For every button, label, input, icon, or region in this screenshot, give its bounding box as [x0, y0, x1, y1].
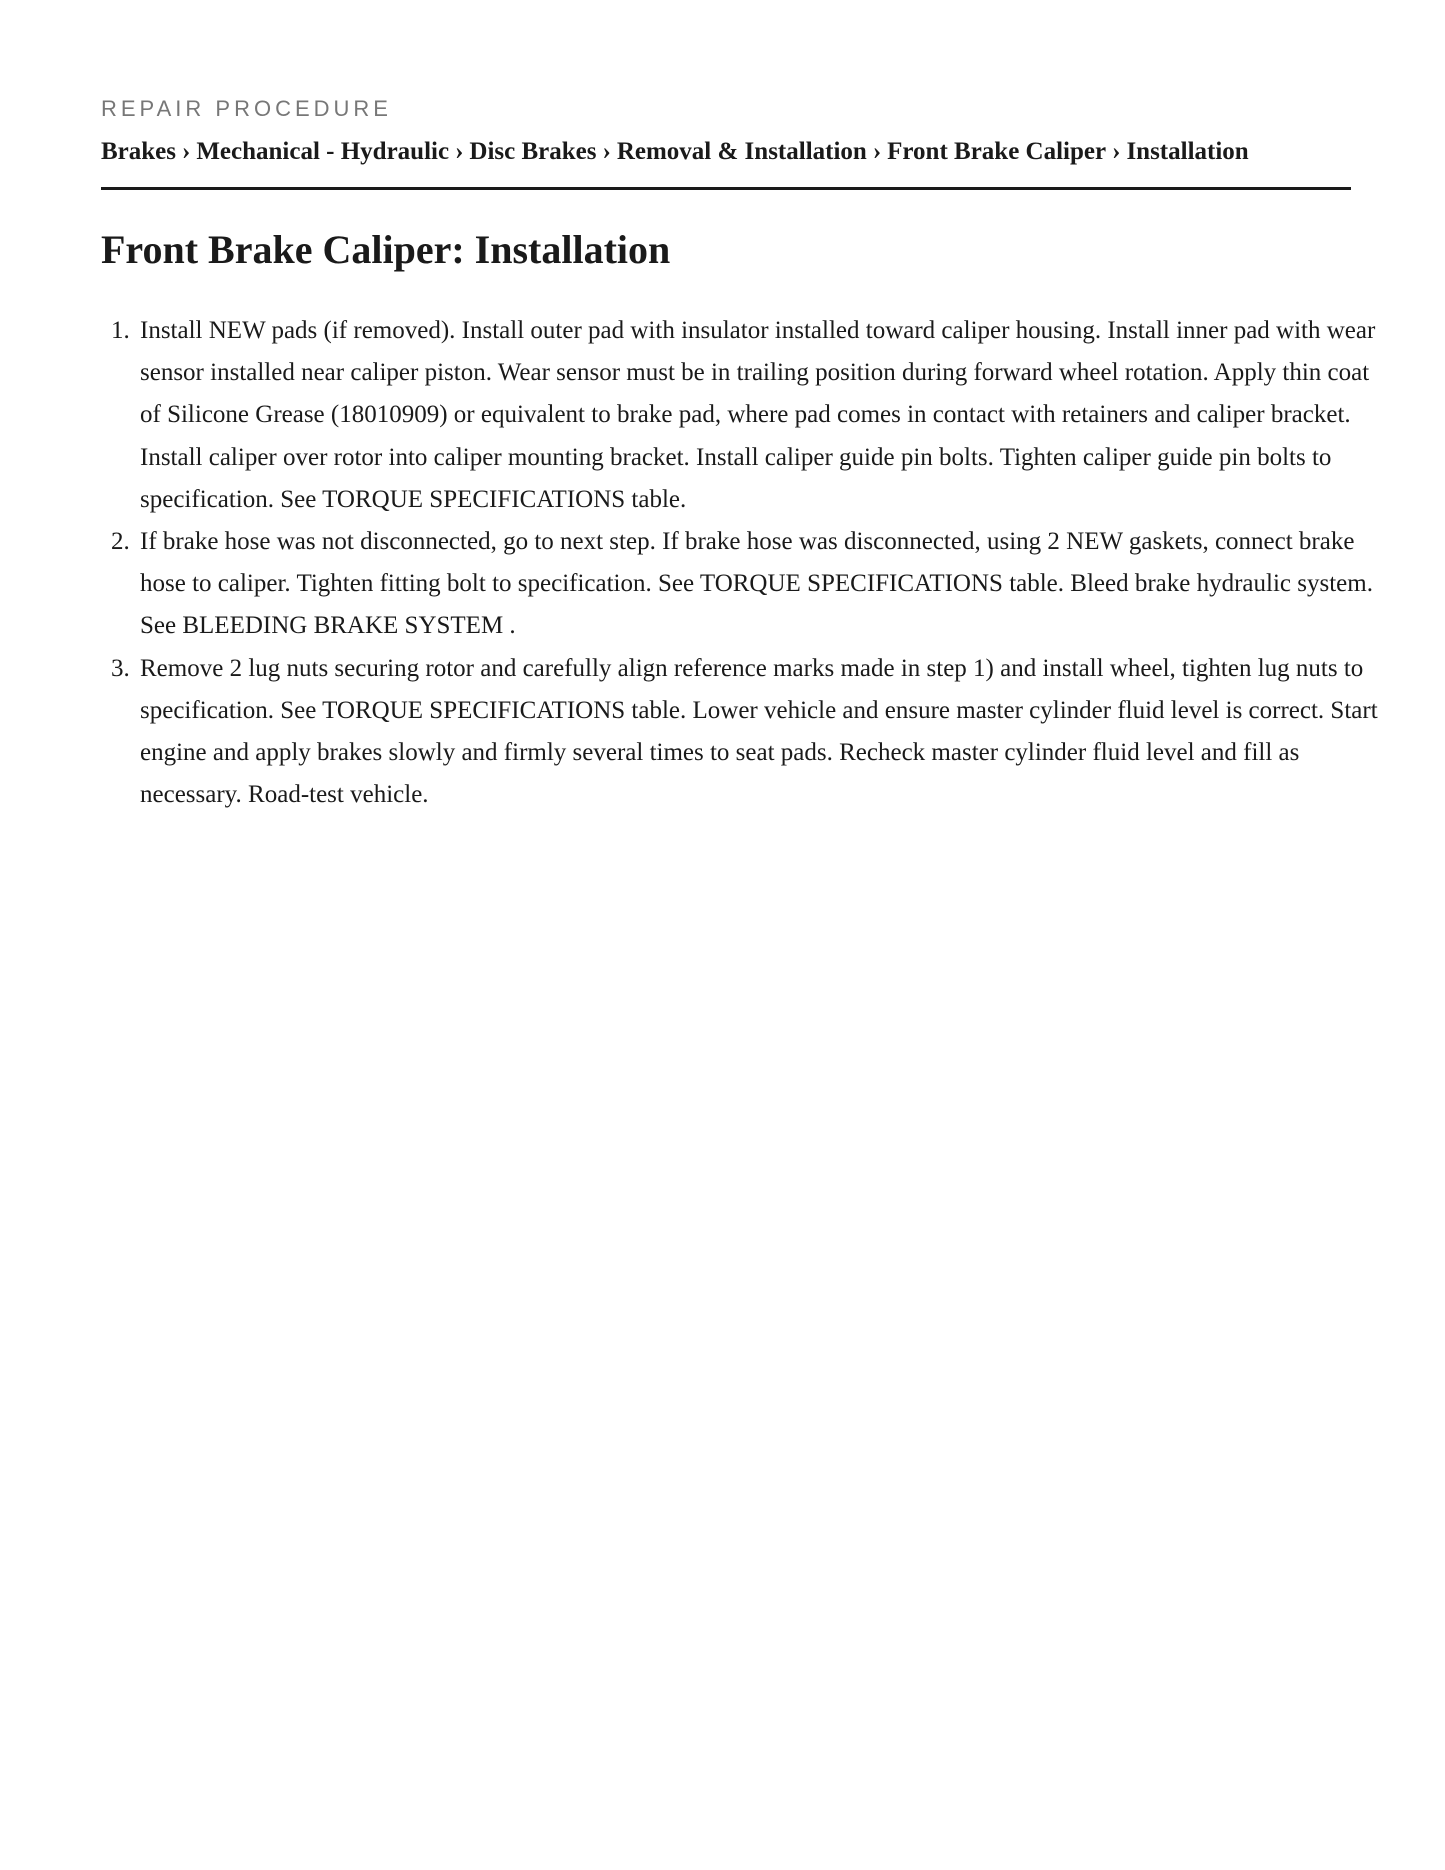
procedure-step: Remove 2 lug nuts securing rotor and carefully align reference marks made in step 1) and install wheel, tighten lug nuts to specification. See TORQUE SPECIFICATIONS table. Lower vehicle and ensure master cylinder fluid level is correct. Start engine and apply brakes slowly and firmly several times to seat pads. Recheck master cylinder fluid level and fill as necessary. Road-test vehicle. [140, 654, 1378, 809]
breadcrumb-item[interactable]: Disc Brakes [469, 138, 597, 165]
breadcrumb-item[interactable]: Mechanical - Hydraulic [196, 138, 450, 165]
breadcrumb [101, 138, 1351, 166]
page-title: Front Brake Caliper: Installation [101, 227, 671, 272]
header-divider [101, 187, 1351, 190]
breadcrumb-separator: › [455, 138, 464, 165]
breadcrumb-item[interactable]: Brakes [101, 138, 176, 165]
breadcrumb-separator: › [602, 138, 611, 165]
procedure-step: If brake hose was not disconnected, go to next step. If brake hose was disconnected, using 2 NEW gaskets, connect brake hose to caliper. Tighten fitting bolt to specification. See TORQUE SPECIFICATIONS table. Bleed brake hydraulic system. See BLEEDING BRAKE SYSTEM . [140, 528, 1373, 640]
breadcrumb-separator: › [1112, 138, 1121, 165]
procedure-step: Install NEW pads (if removed). Install outer pad with insulator installed toward caliper housing. Install inner pad with wear sensor installed near caliper piston. Wear sensor must be in trailing position during forward wheel rotation. Apply thin coat of Silicone Grease (18010909) or equivalent to brake pad, where pad comes in contact with retainers and caliper bracket. Install caliper over rotor into caliper mounting bracket. Install caliper guide pin bolts. Tighten caliper guide pin bolts to specification. See TORQUE SPECIFICATIONS table. [140, 317, 1376, 513]
section-kicker: REPAIR PROCEDURE [101, 96, 392, 121]
breadcrumb-item[interactable]: Front Brake Caliper [887, 138, 1107, 165]
breadcrumb-separator: › [872, 138, 882, 165]
breadcrumb-item[interactable]: Removal & Installation [616, 138, 867, 165]
breadcrumb-item-current: Installation [1126, 138, 1249, 165]
breadcrumb-separator: › [182, 138, 191, 165]
procedure-steps [101, 310, 1388, 816]
